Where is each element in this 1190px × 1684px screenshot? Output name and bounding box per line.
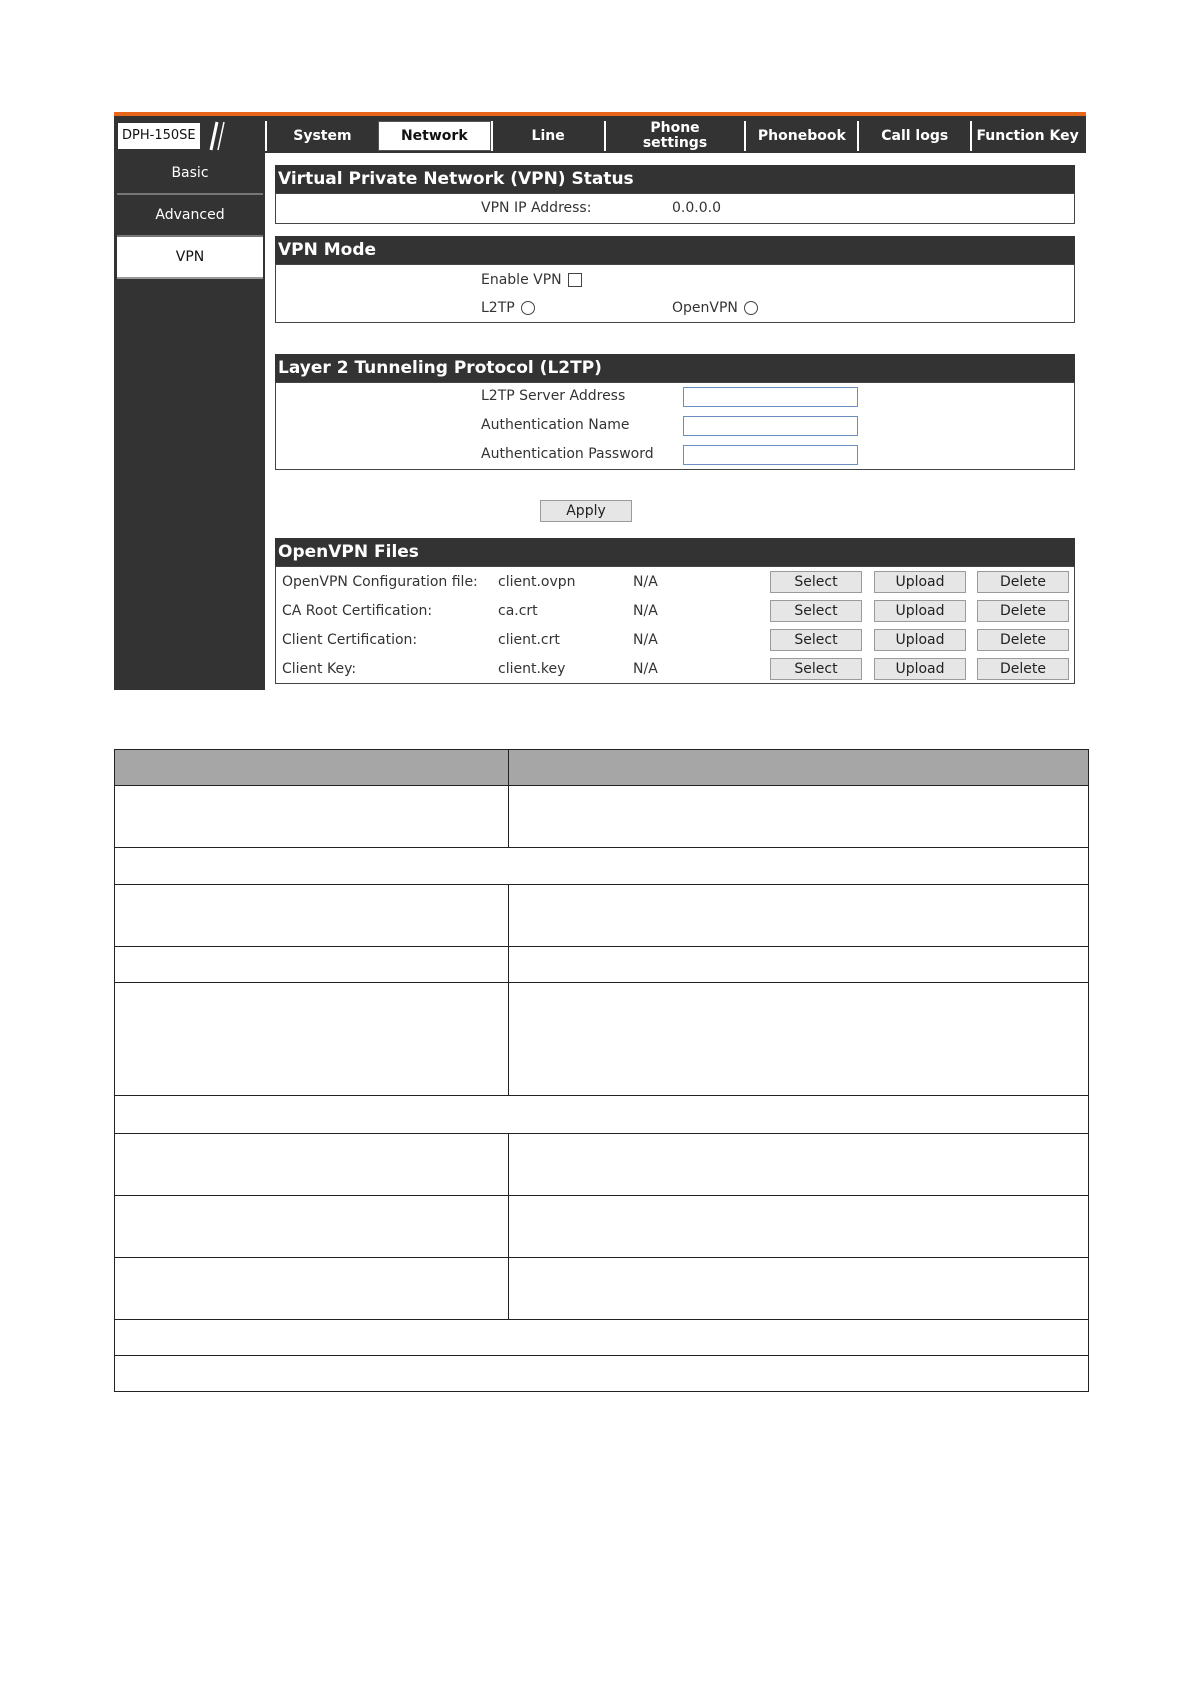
auth-password-input[interactable] <box>683 445 858 465</box>
l2tp-box <box>275 382 1075 470</box>
select-button[interactable]: Select <box>770 658 862 680</box>
table-section-row <box>115 1096 1089 1134</box>
file-status: N/A <box>633 632 658 648</box>
table-row <box>115 786 1089 848</box>
table-cell <box>115 1196 509 1258</box>
table-row <box>115 1196 1089 1258</box>
table-section-row <box>115 848 1089 885</box>
upload-button[interactable]: Upload <box>874 658 966 680</box>
table-header-cell <box>509 750 1089 786</box>
table-cell <box>115 983 509 1096</box>
openvpn-radio[interactable] <box>744 301 758 315</box>
tab-function-key[interactable]: Function Key <box>970 121 1083 151</box>
vpn-ip-label: VPN IP Address: <box>481 200 592 216</box>
l2tp-server-label: L2TP Server Address <box>481 388 626 404</box>
table-cell <box>509 1258 1089 1320</box>
file-name: client.key <box>498 661 566 677</box>
table-cell <box>115 848 1089 885</box>
table-cell <box>509 1134 1089 1196</box>
file-status: N/A <box>633 661 658 677</box>
delete-button[interactable]: Delete <box>977 600 1069 622</box>
delete-button[interactable]: Delete <box>977 571 1069 593</box>
l2tp-header: Layer 2 Tunneling Protocol (L2TP) <box>275 354 1075 382</box>
upload-button[interactable]: Upload <box>874 600 966 622</box>
file-label: CA Root Certification: <box>282 603 433 619</box>
main-nav-tabs <box>265 121 1083 151</box>
table-cell <box>509 786 1089 848</box>
vpn-ip-value: 0.0.0.0 <box>672 200 721 216</box>
table-cell <box>115 1320 1089 1356</box>
main-content <box>265 153 1086 690</box>
file-name: client.ovpn <box>498 574 576 590</box>
table-section-row <box>115 1320 1089 1356</box>
table-header-row <box>115 750 1089 786</box>
l2tp-radio[interactable] <box>521 301 535 315</box>
sidebar-item-advanced[interactable]: Advanced <box>117 195 263 237</box>
apply-button[interactable]: Apply <box>540 500 632 522</box>
logo-slash-icon <box>201 121 231 151</box>
table-cell <box>509 947 1089 983</box>
file-label: Client Certification: <box>282 632 418 648</box>
select-button[interactable]: Select <box>770 571 862 593</box>
table-cell <box>115 1356 1089 1392</box>
file-status: N/A <box>633 603 658 619</box>
vpn-mode-header: VPN Mode <box>275 236 1075 264</box>
table-cell <box>509 885 1089 947</box>
select-button[interactable]: Select <box>770 600 862 622</box>
tab-line[interactable]: Line <box>491 121 604 151</box>
table-cell <box>115 885 509 947</box>
file-label: Client Key: <box>282 661 357 677</box>
tab-phonebook[interactable]: Phonebook <box>744 121 857 151</box>
openvpn-files-header: OpenVPN Files <box>275 538 1075 566</box>
table-row <box>115 983 1089 1096</box>
table-cell <box>509 1196 1089 1258</box>
upload-button[interactable]: Upload <box>874 571 966 593</box>
openvpn-label: OpenVPN <box>672 300 738 316</box>
table-cell <box>509 983 1089 1096</box>
accent-bar <box>114 112 1086 116</box>
tab-call-logs[interactable]: Call logs <box>857 121 970 151</box>
delete-button[interactable]: Delete <box>977 658 1069 680</box>
enable-vpn-checkbox[interactable] <box>568 273 582 287</box>
sidebar <box>117 153 263 279</box>
auth-name-label: Authentication Name <box>481 417 630 433</box>
table-cell <box>115 1258 509 1320</box>
table-row <box>115 1258 1089 1320</box>
enable-vpn-row <box>481 272 582 288</box>
tab-network[interactable]: Network <box>378 121 491 151</box>
table-row <box>115 885 1089 947</box>
tab-phone-settings[interactable]: Phone settings <box>604 121 745 151</box>
auth-password-label: Authentication Password <box>481 446 654 462</box>
file-name: ca.crt <box>498 603 538 619</box>
file-status: N/A <box>633 574 658 590</box>
table-cell <box>115 1134 509 1196</box>
vpn-status-box <box>275 193 1075 224</box>
brand-model: DPH-150SE <box>118 123 200 149</box>
select-button[interactable]: Select <box>770 629 862 651</box>
table-cell <box>115 947 509 983</box>
upload-button[interactable]: Upload <box>874 629 966 651</box>
l2tp-server-input[interactable] <box>683 387 858 407</box>
openvpn-files-box <box>275 566 1075 684</box>
table-cell <box>115 786 509 848</box>
table-header-cell <box>115 750 509 786</box>
openvpn-row <box>672 300 758 316</box>
brand-logo <box>117 121 263 151</box>
vpn-mode-box <box>275 264 1075 323</box>
table-row <box>115 1134 1089 1196</box>
delete-button[interactable]: Delete <box>977 629 1069 651</box>
parameter-table <box>114 749 1089 1392</box>
file-label: OpenVPN Configuration file: <box>282 574 478 590</box>
table-cell <box>115 1096 1089 1134</box>
table-section-row <box>115 1356 1089 1392</box>
enable-vpn-label: Enable VPN <box>481 272 562 288</box>
file-name: client.crt <box>498 632 560 648</box>
vpn-status-header: Virtual Private Network (VPN) Status <box>275 165 1075 193</box>
sidebar-item-basic[interactable]: Basic <box>117 153 263 195</box>
sidebar-item-vpn[interactable]: VPN <box>117 237 263 279</box>
l2tp-label: L2TP <box>481 300 515 316</box>
table-row <box>115 947 1089 983</box>
tab-system[interactable]: System <box>265 121 378 151</box>
l2tp-row <box>481 300 535 316</box>
auth-name-input[interactable] <box>683 416 858 436</box>
